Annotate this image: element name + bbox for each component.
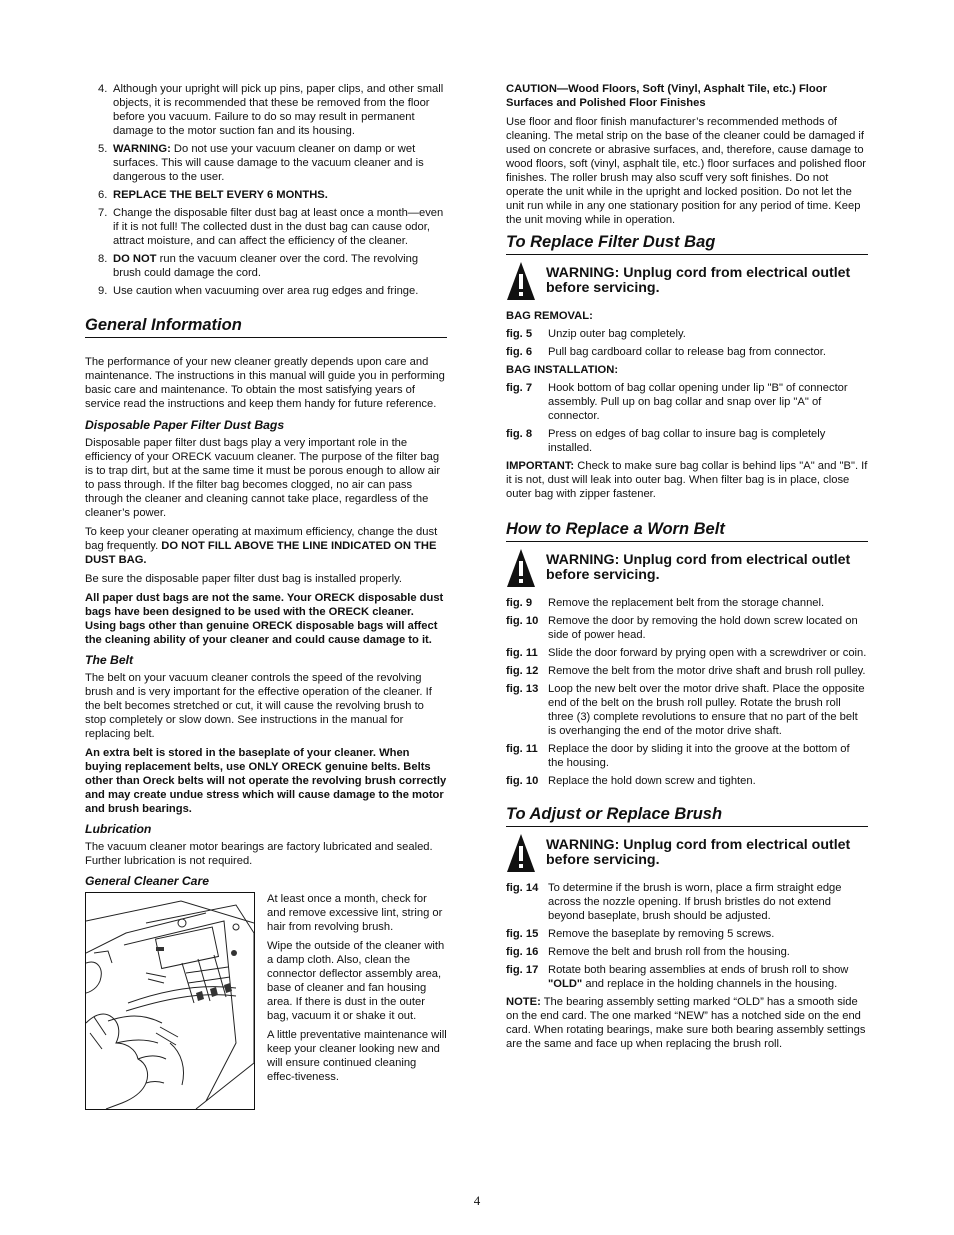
fig-step: fig. 11 Slide the door forward by prying open with a screwdriver or coin. <box>506 647 867 659</box>
list-item: 9. Use caution when vacuuming over area rug edges and fringe. <box>98 285 419 297</box>
belt-warning-paragraph: An extra belt is stored in the baseplate of your cleaner. When buying replacement belts, use ONLY ORECK genuine belts. Belts other than Oreck belts will not operate the revolving brush correctly and may create undue stress which will cause damage to the motor and brush bearings. <box>85 747 447 815</box>
bags-paragraph: To keep your cleaner operating at maximum efficiency, change the dust bag frequently. DO NOT FILL ABOVE THE LINE INDICATED ON THE DUST BAG. <box>85 526 438 566</box>
fig-step: fig. 6 Pull bag cardboard collar to release bag from connector. <box>506 346 826 358</box>
caution-paragraph: Use floor and floor finish manufacturer’s recommended methods of cleaning. The metal strip on the base of the cleaner could be damaged if used on concrete or abrasive surfaces, and, therefore, cause damage to wood floors, soft (vinyl, asphalt tile, etc.) floor surfaces and polished floor finishes. The roller brush may also scuff very soft finishes. Do not operate the unit while in the upright and locked position. Do not let the unit run while in any one stationary position for any period of time. Keep the unit moving while in operation. <box>506 116 867 226</box>
list-item: 7. Change the disposable filter dust bag at least once a month—even if it is not full! The collected dust in the dust bag can cause odor, attract moisture, and can affect the efficiency of the cleaner. <box>98 207 444 247</box>
cleaner-care-text <box>267 892 447 1110</box>
fig-step: fig. 15 Remove the baseplate by removing 5 screws. <box>506 928 775 940</box>
bags-paragraph: Be sure the disposable paper filter dust bag is installed properly. <box>85 573 402 585</box>
bags-heading: Disposable Paper Filter Dust Bags <box>85 418 285 432</box>
fig-step: fig. 7 Hook bottom of bag collar opening under lip "B" of connector assembly. Pull up on bag collar and snap over lip "A" of connector. <box>506 382 848 422</box>
fig-step: fig. 17 Rotate both bearing assemblies at ends of brush roll to show "OLD" and replace in the holding channels in the housing. <box>506 964 849 990</box>
replace-belt-heading: How to Replace a Worn Belt <box>506 519 868 542</box>
general-information-heading: General Information <box>85 315 447 338</box>
cleaner-care-section <box>85 892 447 1110</box>
fig-step: fig. 8 Press on edges of bag collar to insure bag is completely installed. <box>506 428 826 454</box>
fig-step: fig. 14 To determine if the brush is worn, place a firm straight edge across the nozzle opening. If brush bristles do not extend beyond baseplate, brush should be adjusted. <box>506 882 842 922</box>
bags-paragraph: Disposable paper filter dust bags play a very important role in the efficiency of your ORECK vacuum cleaner. The purpose of the filter bag is to trap dirt, but at the same time it must be porous enough to allow air to pass through. If the filter bag becomes clogged, no air can pass through the cleaner and cleaning cannot take place, regardless of the cleaner’s power. <box>85 437 441 519</box>
lubrication-paragraph: The vacuum cleaner motor bearings are factory lubricated and sealed. Further lubrication is not required. <box>85 841 433 867</box>
warning-box <box>506 548 868 588</box>
right-column <box>506 82 868 1056</box>
important-note: IMPORTANT: Check to make sure bag collar is behind lips "A" and "B". If it is not, dust will leak into outer bag. When filter bag is in place, close outer bag with zipper fastener. <box>506 460 868 500</box>
fig-step: fig. 16 Remove the belt and brush roll from the housing. <box>506 946 790 958</box>
belt-heading: The Belt <box>85 653 134 667</box>
warning-icon <box>506 548 536 588</box>
bag-removal-label: BAG REMOVAL: <box>506 310 593 322</box>
caution-title: CAUTION—Wood Floors, Soft (Vinyl, Asphalt Tile, etc.) Floor Surfaces and Polished Floor Finishes <box>506 83 827 109</box>
list-item: 6. REPLACE THE BELT EVERY 6 MONTHS. <box>98 189 328 201</box>
care-paragraph: A little preventative maintenance will keep your cleaner looking new and will ensure continued cleaning effec-tiveness. <box>267 1029 447 1083</box>
cleaner-care-heading: General Cleaner Care <box>85 874 209 888</box>
warning-text: WARNING: Unplug cord from electrical outlet before servicing. <box>546 265 851 296</box>
note-paragraph: NOTE: The bearing assembly setting marked “OLD” has a smooth side on the end card. The one marked “NEW” has a notched side on the end card. When rotating bearings, make sure both bearing assembly settings are the same and face up when replacing the brush roll. <box>506 996 866 1050</box>
left-column <box>85 82 447 1110</box>
fig-step: fig. 5 Unzip outer bag completely. <box>506 328 686 340</box>
list-item: 8. DO NOT run the vacuum cleaner over the cord. The revolving brush could damage the cord. <box>98 253 419 279</box>
general-intro: The performance of your new cleaner greatly depends upon care and maintenance. The instructions in this manual will guide you in performing basic care and maintenance. To obtain the most satisfying years of service read the instructions and keep them handy for future reference. <box>85 356 445 410</box>
page-number: 4 <box>473 1193 481 1208</box>
belt-paragraph: The belt on your vacuum cleaner controls the speed of the revolving brush and is very important for the effective operation of the cleaner. If the belt becomes stretched or cut, it will cause the revolving brush to stop completely or slow down. See instructions in the manual for replacing belt. <box>85 672 432 740</box>
warning-box <box>506 261 868 301</box>
list-item: 5. WARNING: Do not use your vacuum cleaner on damp or wet surfaces. This will cause damage to the vacuum cleaner and is dangerous to the user. <box>98 143 424 183</box>
safety-list <box>85 82 447 298</box>
fig-step: fig. 11 Replace the door by sliding it into the groove at the bottom of the housing. <box>506 743 850 769</box>
list-item: 4. Although your upright will pick up pins, paper clips, and other small objects, it is recommended that these be removed from the floor before you vacuum. Failure to do so may result in permanent damage to the motor suction fan and its housing. <box>98 83 444 137</box>
warning-text: WARNING: Unplug cord from electrical outlet before servicing. <box>546 837 851 868</box>
brush-cleaning-illustration <box>85 892 255 1110</box>
bags-warning-paragraph: All paper dust bags are not the same. Your ORECK disposable dust bags have been designed to be used with the ORECK cleaner. Using bags other than genuine ORECK disposable bags will affect the cleaning ability of your cleaner and could cause damage to it. <box>85 592 444 646</box>
warning-box <box>506 833 868 873</box>
fig-step: fig. 10 Remove the door by removing the hold down screw located on side of power head. <box>506 615 858 641</box>
care-paragraph: At least once a month, check for and remove excessive lint, string or hair from revolving brush. <box>267 893 443 933</box>
fig-step: fig. 13 Loop the new belt over the motor drive shaft. Place the opposite end of the belt on the brush roll pulley. Rotate the brush roll three (3) complete revolutions to ensure that no part of the belt is overhanging the end of the motor drive shaft. <box>506 683 865 737</box>
replace-bag-heading: To Replace Filter Dust Bag <box>506 232 868 255</box>
fig-step: fig. 12 Remove the belt from the motor drive shaft and brush roll pulley. <box>506 665 866 677</box>
warning-icon <box>506 833 536 873</box>
bag-installation-label: BAG INSTALLATION: <box>506 364 619 376</box>
warning-text: WARNING: Unplug cord from electrical outlet before servicing. <box>546 552 851 583</box>
fig-step: fig. 9 Remove the replacement belt from the storage channel. <box>506 597 825 609</box>
lubrication-heading: Lubrication <box>85 822 152 836</box>
care-paragraph: Wipe the outside of the cleaner with a damp cloth. Also, clean the connector deflector assembly area, base of cleaner and fan housing area. If there is dust in the outer bag, vacuum it or shake it out. <box>267 940 445 1022</box>
fig-step: fig. 10 Replace the hold down screw and tighten. <box>506 775 756 787</box>
warning-icon <box>506 261 536 301</box>
adjust-brush-heading: To Adjust or Replace Brush <box>506 804 868 827</box>
